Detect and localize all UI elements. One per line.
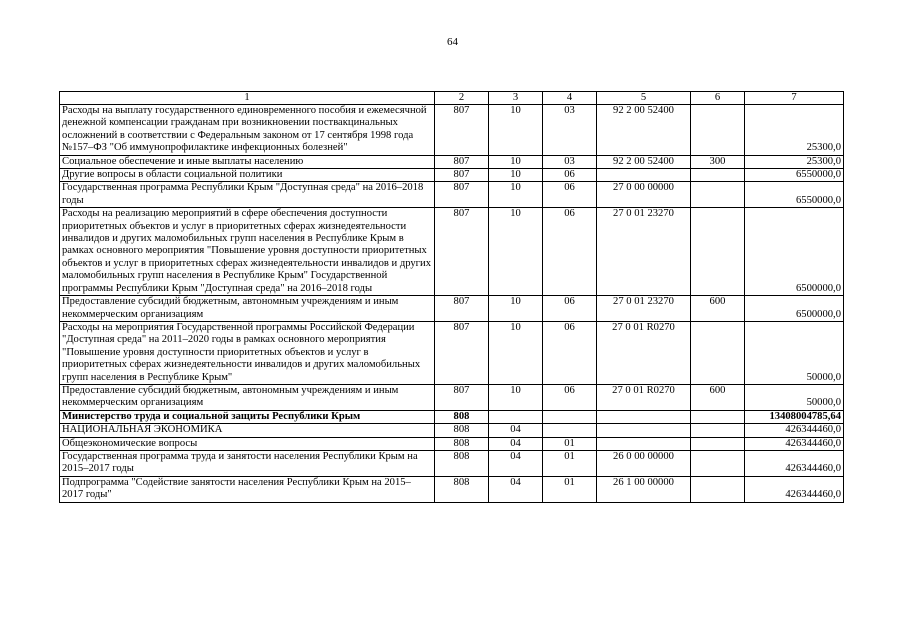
cell-amount: 6550000,0	[745, 169, 844, 182]
cell-target-article	[597, 437, 691, 450]
cell-name: Предоставление субсидий бюджетным, автономным учреждениям и иным некоммерческим организациям	[60, 384, 435, 410]
cell-grbs: 808	[435, 410, 489, 423]
cell-expense-type	[691, 105, 745, 156]
cell-subsection: 03	[543, 105, 597, 156]
cell-target-article: 92 2 00 52400	[597, 155, 691, 168]
header-col-expense-type: 6	[691, 92, 745, 105]
cell-subsection: 06	[543, 182, 597, 208]
cell-subsection: 06	[543, 296, 597, 322]
table-row	[60, 105, 844, 156]
page-number: 64	[447, 36, 458, 48]
cell-target-article: 27 0 01 R0270	[597, 384, 691, 410]
cell-name: Министерство труда и социальной защиты Республики Крым	[60, 410, 435, 423]
table-row	[60, 384, 844, 410]
header-col-amount: 7	[745, 92, 844, 105]
cell-subsection: 01	[543, 450, 597, 476]
cell-subsection: 06	[543, 321, 597, 384]
cell-expense-type	[691, 476, 745, 502]
cell-amount: 50000,0	[745, 321, 844, 384]
cell-grbs: 808	[435, 476, 489, 502]
cell-section: 10	[489, 182, 543, 208]
cell-name: Другие вопросы в области социальной политики	[60, 169, 435, 182]
table-row	[60, 437, 844, 450]
cell-subsection: 06	[543, 208, 597, 296]
cell-grbs: 808	[435, 424, 489, 437]
table-row	[60, 410, 844, 423]
cell-amount: 426344460,0	[745, 450, 844, 476]
cell-grbs: 807	[435, 169, 489, 182]
cell-grbs: 807	[435, 182, 489, 208]
cell-grbs: 807	[435, 321, 489, 384]
cell-amount: 25300,0	[745, 105, 844, 156]
cell-name: Государственная программа Республики Крым "Доступная среда" на 2016–2018 годы	[60, 182, 435, 208]
cell-grbs: 807	[435, 155, 489, 168]
cell-section: 10	[489, 208, 543, 296]
cell-amount: 13408004785,64	[745, 410, 844, 423]
cell-section: 10	[489, 105, 543, 156]
cell-section: 04	[489, 437, 543, 450]
cell-amount: 25300,0	[745, 155, 844, 168]
table-row	[60, 296, 844, 322]
header-col-grbs: 2	[435, 92, 489, 105]
table-row	[60, 208, 844, 296]
cell-name: Подпрограмма "Содействие занятости населения Республики Крым на 2015–2017 годы"	[60, 476, 435, 502]
table-row	[60, 155, 844, 168]
cell-section: 04	[489, 450, 543, 476]
cell-section: 10	[489, 169, 543, 182]
cell-target-article: 27 0 01 23270	[597, 296, 691, 322]
cell-amount: 426344460,0	[745, 424, 844, 437]
cell-expense-type	[691, 450, 745, 476]
cell-expense-type	[691, 321, 745, 384]
table-row	[60, 321, 844, 384]
cell-subsection: 01	[543, 476, 597, 502]
cell-section: 10	[489, 155, 543, 168]
cell-grbs: 807	[435, 105, 489, 156]
cell-expense-type	[691, 182, 745, 208]
cell-section: 10	[489, 296, 543, 322]
cell-target-article: 27 0 00 00000	[597, 182, 691, 208]
cell-expense-type: 300	[691, 155, 745, 168]
cell-name: Государственная программа труда и занятости населения Республики Крым на 2015–2017 годы	[60, 450, 435, 476]
cell-name: Расходы на реализацию мероприятий в сфере обеспечения доступности приоритетных объектов и услуг в приоритетных сферах жизнедеятельности инвалидов и других маломобильных групп населения в Республике Крым в рамках основного мероприятия "Повышение уровня доступности приоритетных объектов и услуг в приоритетных сферах жизнедеятельности инвалидов и других маломобильных групп населения в Республике Крым" Государственной программы Республики Крым "Доступная среда" на 2016–2018 годы	[60, 208, 435, 296]
cell-subsection	[543, 424, 597, 437]
cell-subsection: 03	[543, 155, 597, 168]
cell-name: Расходы на мероприятия Государственной программы Российской Федерации "Доступная среда" на 2011–2020 годы в рамках основного мероприятия "Повышение уровня доступности приоритетных объектов и услуг в приоритетных сферах жизнедеятельности инвалидов и других маломобильных групп населения в Республике Крым"	[60, 321, 435, 384]
cell-expense-type	[691, 169, 745, 182]
cell-grbs: 807	[435, 208, 489, 296]
cell-name: Расходы на выплату государственного единовременного пособия и ежемесячной денежной компенсации гражданам при возникновении поствакцинальных осложнений в соответствии с Федеральным законом от 17 сентября 1998 года №157–ФЗ "Об иммунопрофилактике инфекционных болезней"	[60, 105, 435, 156]
cell-target-article: 27 0 01 23270	[597, 208, 691, 296]
cell-expense-type: 600	[691, 296, 745, 322]
header-col-target-article: 5	[597, 92, 691, 105]
cell-amount: 426344460,0	[745, 476, 844, 502]
cell-name: Социальное обеспечение и иные выплаты населению	[60, 155, 435, 168]
cell-expense-type: 600	[691, 384, 745, 410]
cell-name: Предоставление субсидий бюджетным, автономным учреждениям и иным некоммерческим организациям	[60, 296, 435, 322]
cell-subsection	[543, 410, 597, 423]
table-row	[60, 182, 844, 208]
cell-grbs: 808	[435, 450, 489, 476]
cell-target-article	[597, 410, 691, 423]
header-col-name: 1	[60, 92, 435, 105]
cell-section: 04	[489, 424, 543, 437]
table-row	[60, 169, 844, 182]
table-row	[60, 424, 844, 437]
cell-expense-type	[691, 437, 745, 450]
header-col-subsection: 4	[543, 92, 597, 105]
cell-name: Общеэкономические вопросы	[60, 437, 435, 450]
header-row	[60, 92, 844, 105]
cell-target-article	[597, 424, 691, 437]
cell-amount: 6500000,0	[745, 296, 844, 322]
cell-grbs: 808	[435, 437, 489, 450]
cell-section	[489, 410, 543, 423]
header-col-section: 3	[489, 92, 543, 105]
cell-target-article: 26 0 00 00000	[597, 450, 691, 476]
cell-amount: 6500000,0	[745, 208, 844, 296]
cell-target-article: 92 2 00 52400	[597, 105, 691, 156]
cell-grbs: 807	[435, 384, 489, 410]
cell-target-article: 27 0 01 R0270	[597, 321, 691, 384]
cell-section: 04	[489, 476, 543, 502]
cell-amount: 50000,0	[745, 384, 844, 410]
cell-grbs: 807	[435, 296, 489, 322]
cell-amount: 426344460,0	[745, 437, 844, 450]
table-row	[60, 476, 844, 502]
cell-amount: 6550000,0	[745, 182, 844, 208]
cell-expense-type	[691, 208, 745, 296]
cell-name: НАЦИОНАЛЬНАЯ ЭКОНОМИКА	[60, 424, 435, 437]
table-row	[60, 450, 844, 476]
cell-target-article	[597, 169, 691, 182]
cell-target-article: 26 1 00 00000	[597, 476, 691, 502]
cell-section: 10	[489, 384, 543, 410]
cell-subsection: 01	[543, 437, 597, 450]
cell-section: 10	[489, 321, 543, 384]
cell-subsection: 06	[543, 384, 597, 410]
budget-table	[59, 91, 844, 503]
cell-expense-type	[691, 424, 745, 437]
cell-subsection: 06	[543, 169, 597, 182]
cell-expense-type	[691, 410, 745, 423]
